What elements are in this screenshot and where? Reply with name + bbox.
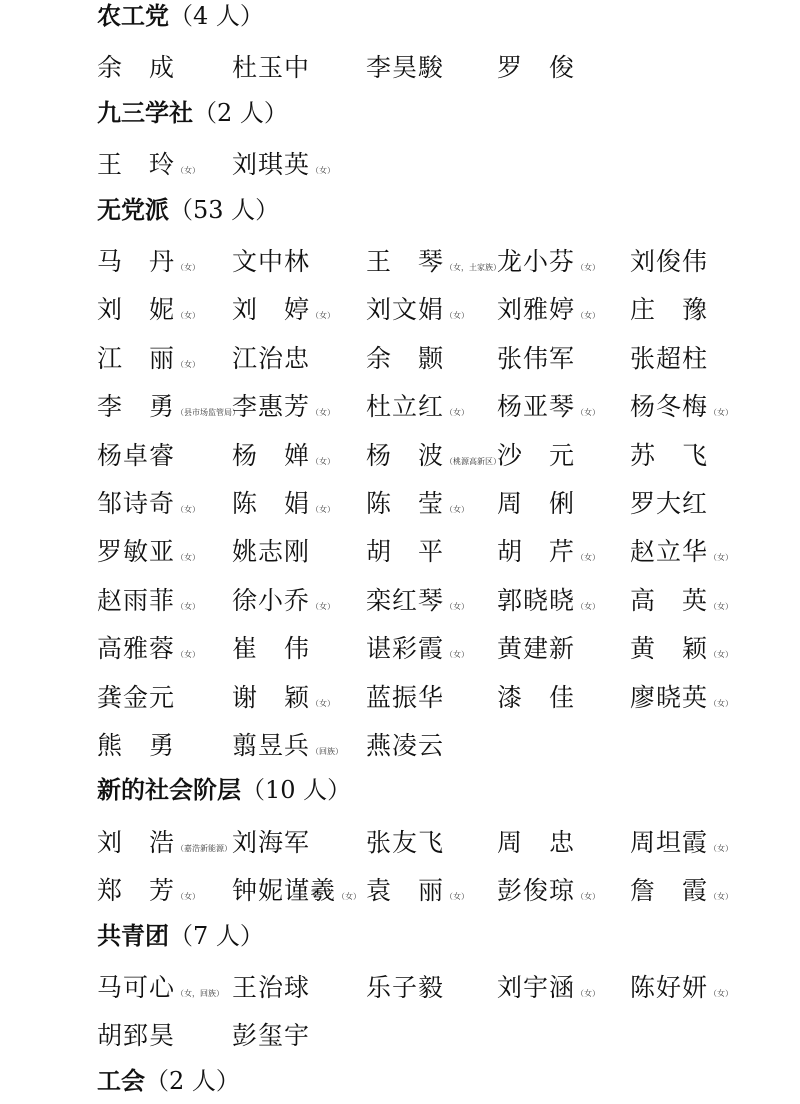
member-note: （女） (311, 408, 336, 418)
member-name: 沙 元 (497, 440, 576, 470)
member-note: （女） (445, 650, 470, 660)
member-entry (232, 825, 310, 864)
member-name: 余 颢 (366, 343, 445, 373)
member-note: （女） (176, 166, 201, 176)
member-name: 谌彩霞 (366, 634, 445, 664)
member-name: 罗敏亚 (97, 537, 176, 567)
member-name: 栾红琴 (366, 585, 445, 615)
member-note: （女） (311, 698, 336, 708)
member-note: （女） (709, 553, 734, 563)
member-name: 廖晓英 (630, 682, 709, 712)
member-name: 周 俐 (497, 489, 576, 518)
member-entry (232, 680, 335, 722)
member-entry (497, 534, 600, 576)
member-entry (630, 631, 733, 673)
member-name: 郑 芳 (97, 876, 176, 906)
member-note: （女） (709, 843, 734, 853)
member-name: 罗大红 (630, 489, 709, 518)
member-note: （女，回族） (176, 989, 225, 998)
member-name: 龚金元 (97, 682, 176, 712)
member-entry (630, 680, 733, 722)
member-note: （女） (709, 601, 734, 611)
member-name: 王 玲 (97, 150, 176, 180)
member-entry (232, 486, 335, 528)
member-entry (497, 583, 600, 625)
member-name: 杨 波 (366, 440, 445, 470)
member-entry (97, 50, 175, 89)
section-title: 工会 (97, 1066, 145, 1095)
member-entry (366, 438, 501, 480)
member-note: （女） (176, 892, 201, 902)
member-entry (97, 728, 175, 767)
member-note: （女） (311, 505, 336, 514)
name-row (0, 341, 800, 377)
member-name: 刘海军 (232, 827, 311, 857)
member-name: 张超柱 (630, 343, 709, 373)
member-entry (232, 147, 335, 189)
member-name: 周坦霞 (630, 827, 709, 857)
member-name: 熊 勇 (97, 731, 176, 760)
member-name: 陈 娟 (232, 489, 311, 518)
name-row (0, 728, 800, 764)
member-entry (497, 389, 600, 431)
member-entry (366, 341, 444, 380)
member-name: 徐小乔 (232, 585, 311, 615)
member-name: 詹 霞 (630, 876, 709, 906)
member-name: 周 忠 (497, 827, 576, 857)
member-entry (97, 341, 200, 383)
member-entry (232, 631, 310, 670)
member-name: 陈 莹 (366, 489, 445, 518)
member-entry (630, 244, 708, 283)
member-name: 杨亚琴 (497, 392, 576, 422)
section-heading (97, 920, 264, 952)
member-entry (97, 631, 200, 673)
member-note: （回族） (311, 747, 344, 756)
section-title: 无党派 (97, 195, 169, 224)
member-entry (630, 341, 708, 380)
member-name: 黄 颖 (630, 634, 709, 664)
member-entry (232, 341, 310, 380)
member-name: 李惠芳 (232, 392, 311, 422)
member-note: （女） (576, 263, 601, 272)
member-entry (97, 825, 232, 867)
member-entry (232, 438, 335, 480)
member-note: （女） (445, 505, 470, 514)
member-note: （女） (176, 650, 201, 660)
member-name: 杨冬梅 (630, 392, 709, 422)
member-entry (366, 631, 469, 673)
name-row (0, 50, 800, 86)
member-name: 袁 丽 (366, 876, 445, 906)
member-name: 赵雨菲 (97, 585, 176, 615)
section-title: 新的社会阶层 (97, 776, 241, 805)
member-note: （女） (576, 601, 601, 611)
member-name: 江治忠 (232, 343, 311, 373)
member-note: （女） (445, 601, 470, 611)
section-count: （4 人） (169, 2, 264, 30)
member-name: 刘文娟 (366, 295, 445, 325)
member-entry (497, 680, 575, 719)
member-name: 胡郅昊 (97, 1021, 176, 1051)
member-name: 胡 平 (366, 537, 445, 567)
member-note: （县市场监管局） (176, 408, 241, 418)
member-name: 李 勇 (97, 392, 176, 422)
member-note: （女） (445, 408, 470, 418)
member-entry (497, 438, 575, 477)
member-name: 张友飞 (366, 827, 445, 857)
member-name: 苏 飞 (630, 440, 709, 470)
member-name: 彭俊琼 (497, 876, 576, 906)
section-title: 共青团 (97, 921, 169, 950)
member-name: 刘俊伟 (630, 247, 709, 276)
member-name: 杜立红 (366, 392, 445, 422)
name-row (0, 825, 800, 861)
member-entry (497, 341, 575, 380)
member-name: 杨卓睿 (97, 440, 176, 470)
member-note: （女） (576, 989, 601, 998)
section-count: （10 人） (241, 776, 352, 805)
section-heading (97, 194, 279, 226)
member-entry (97, 583, 200, 625)
member-entry (232, 534, 310, 573)
section-count: （2 人） (145, 1066, 240, 1095)
name-row (0, 438, 800, 474)
member-entry (97, 873, 200, 915)
section-count: （7 人） (169, 921, 264, 950)
name-row (0, 486, 800, 522)
member-note: （女，土家族） (445, 263, 502, 272)
member-note: （女） (445, 311, 470, 321)
section-count: （2 人） (193, 98, 288, 127)
member-note: （女） (176, 263, 201, 272)
member-note: （女） (709, 698, 734, 708)
member-entry (366, 970, 444, 1009)
name-row (0, 970, 800, 1006)
name-row (0, 292, 800, 328)
member-name: 杨 婵 (232, 440, 311, 470)
member-entry (366, 50, 444, 89)
member-name: 高 英 (630, 585, 709, 615)
member-entry (497, 631, 575, 670)
member-entry (497, 970, 600, 1012)
member-name: 刘 浩 (97, 827, 176, 857)
member-entry (232, 244, 310, 283)
section-heading (97, 1065, 240, 1097)
member-note: （女） (576, 553, 601, 563)
name-row (0, 244, 800, 280)
member-entry (366, 728, 444, 767)
member-entry (630, 438, 708, 477)
member-name: 杜玉中 (232, 53, 311, 83)
member-name: 高雅蓉 (97, 634, 176, 664)
member-entry (97, 147, 200, 189)
member-name: 蓝振华 (366, 682, 445, 712)
member-note: （女） (709, 408, 734, 418)
name-row (0, 583, 800, 619)
member-note: （女） (709, 892, 734, 902)
member-note: （女） (176, 505, 201, 514)
member-name: 罗 俊 (497, 53, 576, 83)
section-heading (97, 0, 264, 32)
member-name: 马 丹 (97, 247, 176, 276)
member-entry (497, 825, 575, 864)
member-note: （桃源高新区） (445, 456, 502, 466)
section-count: （53 人） (169, 195, 280, 224)
member-name: 谢 颖 (232, 682, 311, 712)
member-entry (366, 534, 444, 573)
name-row (0, 147, 800, 183)
member-name: 文中林 (232, 247, 311, 276)
member-name: 刘 妮 (97, 295, 176, 325)
member-entry (366, 244, 501, 286)
member-note: （女） (176, 311, 201, 321)
member-entry (97, 389, 240, 431)
member-note: （女） (176, 359, 201, 369)
member-name: 余 成 (97, 53, 176, 83)
name-row (0, 534, 800, 570)
member-name: 刘 婷 (232, 295, 311, 325)
member-name: 姚志刚 (232, 537, 311, 567)
section-heading (97, 774, 351, 806)
member-note: （女） (176, 553, 201, 563)
member-name: 刘琪英 (232, 150, 311, 180)
member-name: 彭玺宇 (232, 1021, 311, 1051)
member-entry (232, 1018, 310, 1057)
member-entry (366, 825, 444, 864)
member-note: （女） (311, 166, 336, 176)
member-entry (497, 292, 600, 334)
member-entry (497, 244, 600, 286)
member-name: 刘雅婷 (497, 295, 576, 325)
name-row (0, 873, 800, 909)
member-entry (97, 680, 175, 719)
member-name: 胡 芹 (497, 537, 576, 567)
member-name: 黄建新 (497, 634, 576, 664)
name-row (0, 631, 800, 667)
name-row (0, 1018, 800, 1054)
section-heading (97, 97, 288, 129)
member-name: 翦昱兵 (232, 731, 311, 760)
member-entry (97, 292, 200, 334)
member-name: 王 琴 (366, 247, 445, 276)
member-name: 江 丽 (97, 343, 176, 373)
member-entry (630, 486, 708, 525)
member-name: 张伟军 (497, 343, 576, 373)
member-name: 崔 伟 (232, 634, 311, 664)
member-note: （女） (709, 650, 734, 660)
member-entry (366, 873, 469, 915)
member-entry (97, 244, 200, 286)
member-note: （女） (311, 456, 336, 466)
member-entry (97, 534, 200, 576)
member-name: 乐子毅 (366, 973, 445, 1002)
member-entry (497, 50, 575, 89)
member-entry (232, 873, 361, 915)
member-entry (366, 486, 469, 528)
member-entry (630, 389, 733, 431)
member-note: （嘉浩新能源） (176, 843, 233, 853)
member-note: （女） (445, 892, 470, 902)
member-entry (630, 292, 708, 331)
member-entry (97, 970, 224, 1012)
member-name: 赵立华 (630, 537, 709, 567)
member-entry (366, 680, 444, 719)
member-entry (97, 438, 175, 477)
member-note: （女） (311, 601, 336, 611)
member-name: 马可心 (97, 973, 176, 1002)
member-entry (232, 728, 343, 770)
member-entry (630, 873, 733, 915)
member-entry (366, 583, 469, 625)
member-entry (366, 292, 469, 334)
member-entry (232, 970, 310, 1009)
member-entry (232, 389, 335, 431)
member-entry (232, 292, 335, 334)
member-entry (232, 50, 310, 89)
member-name: 郭晓晓 (497, 585, 576, 615)
member-name: 龙小芬 (497, 247, 576, 276)
member-note: （女） (576, 311, 601, 321)
member-name: 钟妮谨羲 (232, 876, 337, 906)
member-entry (97, 1018, 175, 1057)
member-entry (497, 873, 600, 915)
member-name: 李昊駿 (366, 53, 445, 83)
member-entry (497, 486, 575, 525)
member-note: （女） (176, 601, 201, 611)
section-title: 农工党 (97, 2, 169, 30)
member-entry (630, 534, 733, 576)
member-name: 庄 豫 (630, 295, 709, 325)
member-name: 刘宇涵 (497, 973, 576, 1002)
member-entry (630, 970, 733, 1012)
member-name: 王治球 (232, 973, 311, 1002)
member-entry (366, 389, 469, 431)
member-name: 陈好妍 (630, 973, 709, 1002)
member-note: （女） (337, 892, 362, 902)
member-note: （女） (311, 311, 336, 321)
member-entry (232, 583, 335, 625)
member-entry (630, 825, 733, 867)
member-entry (97, 486, 200, 528)
member-name: 燕凌云 (366, 731, 445, 760)
member-entry (630, 583, 733, 625)
member-note: （女） (576, 892, 601, 902)
member-note: （女） (709, 989, 734, 998)
section-title: 九三学社 (97, 98, 193, 127)
member-name: 邹诗奇 (97, 489, 176, 518)
name-row (0, 389, 800, 425)
member-note: （女） (576, 408, 601, 418)
name-row (0, 680, 800, 716)
member-name: 漆 佳 (497, 682, 576, 712)
